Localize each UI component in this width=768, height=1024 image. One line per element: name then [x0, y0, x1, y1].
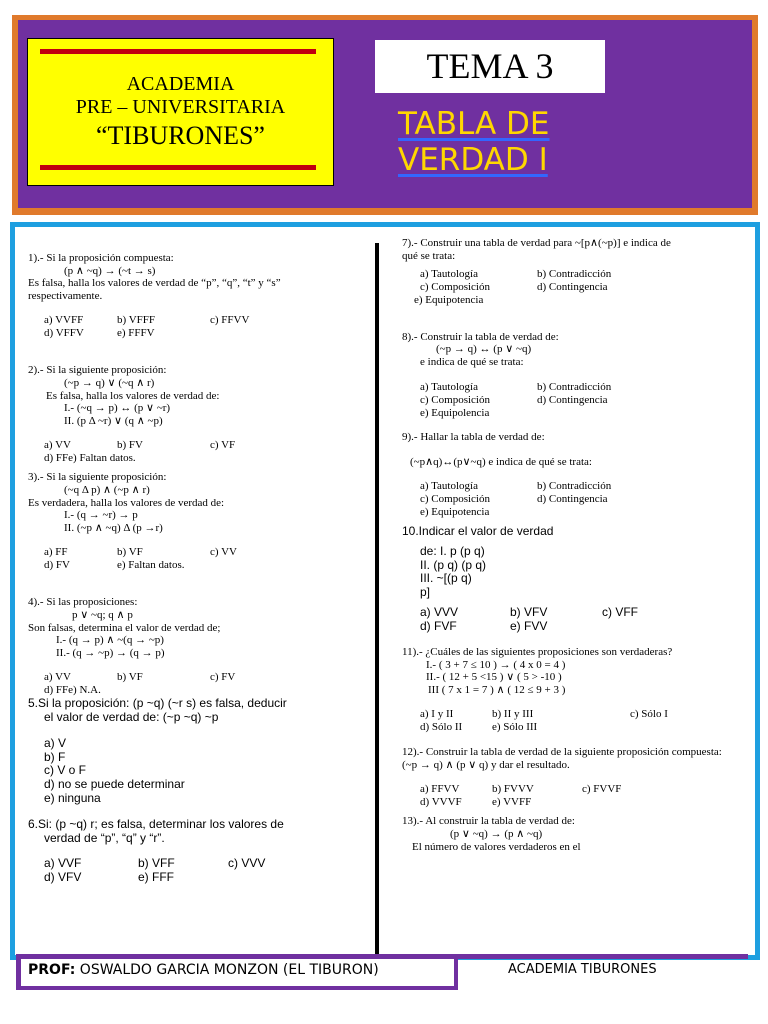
q10-option-e: e) FVV [510, 618, 548, 633]
q1-statement: 1).- Si la proposición compuesta: [28, 252, 174, 264]
q9-option-c: c) Composición [420, 493, 490, 506]
q8-option-d: d) Contingencia [537, 393, 608, 406]
q10-item-iii: III. ~[(p q) [420, 571, 472, 586]
q4-item-i: I.- (q → p) ∧ ~(q → ~p) [56, 634, 164, 647]
q8-option-c: c) Composición [420, 393, 490, 406]
q3-option-b: b) VF [117, 546, 143, 559]
q8-option-b: b) Contradicción [537, 380, 612, 393]
q9-option-d: d) Contingencia [537, 493, 608, 506]
q7-options-row2 [402, 281, 732, 294]
q8-expression: (~p → q) ↔ (p ∨ ~q) [436, 343, 532, 356]
q5-statement-2: el valor de verdad de: (~p ~q) ~p [44, 710, 219, 725]
q11-item-i: I.- ( 3 + 7 ≤ 10 ) → ( 4 x 0 = 4 ) [426, 658, 566, 671]
q5-option-c: c) V o F [44, 763, 87, 778]
q2-statement: 2).- Si la siguiente proposición: [28, 364, 167, 377]
column-divider [375, 243, 379, 955]
q9-option-a: a) Tautología [420, 480, 478, 493]
q1-option-d: d) VFFV [44, 327, 84, 340]
q10-item-i: de: I. p (p q) [420, 543, 485, 558]
q4-text: Son falsas, determina el valor de verdad de; [28, 621, 221, 634]
q12-option-a: a) FFVV [420, 783, 460, 796]
q10-item-ii: II. (p q) (p q) [420, 557, 487, 572]
q8-options-row2 [402, 394, 732, 407]
q1-option-c: c) FFVV [210, 314, 250, 327]
q8-option-a: a) Tautología [420, 380, 478, 393]
q3-option-d: d) FV [44, 559, 70, 572]
q1-text: Es falsa, halla los valores de verdad de “p”, “q”, “t” y “s” [28, 277, 281, 290]
footer-prof-name: OSWALDO GARCIA MONZON (EL TIBURON) [75, 962, 379, 978]
q4-option-a: a) VV [44, 671, 71, 684]
footer-bottom-space [0, 990, 768, 1024]
q6-statement: 6.Si: (p ~q) r; es falsa, determinar los valores de [28, 816, 284, 831]
q10-statement: 10.Indicar el valor de verdad [402, 523, 554, 538]
q10-option-c: c) VFF [602, 604, 638, 619]
q11-item-ii: II.- ( 12 + 5 <15 ) ∨ ( 5 > -10 ) [426, 671, 562, 684]
footer-academia: ACADEMIA TIBURONES [508, 962, 657, 977]
q7-option-c: c) Composición [420, 281, 490, 294]
q1-text2: respectivamente. [28, 289, 103, 302]
q9-expression: (~p∧q)↔(p∨~q) e indica de qué se trata: [410, 455, 592, 468]
q2-item-ii: II. (p Δ ~r) ∨ (q ∧ ~p) [64, 414, 163, 427]
q8-option-e: e) Equipolencia [420, 406, 490, 419]
q5-option-a: a) V [44, 735, 67, 750]
q13-text: El número de valores verdaderos en el [412, 840, 581, 853]
q5-statement: 5.Si la proposición: (p ~q) (~r s) es falsa, deducir [28, 696, 287, 711]
q6-option-a: a) VVF [44, 856, 82, 871]
q5-option-d: d) no se puede determinar [44, 777, 185, 792]
q4-expression: p ∨ ~q; q ∧ p [72, 608, 133, 621]
q2-options-row1 [28, 439, 358, 452]
q4-option-de: d) FFe) N.A. [44, 684, 101, 697]
q4-option-c: c) FV [210, 671, 236, 684]
q3-item-ii: II. (~p ∧ ~q) Δ (p →r) [64, 521, 163, 534]
title-line1: TABLA DE [398, 106, 550, 142]
q2-option-b: b) FV [117, 439, 143, 452]
q11-option-a: a) I y II [420, 708, 454, 721]
q8-options-row1 [402, 381, 732, 394]
q7-option-e: e) Equipotencia [414, 294, 484, 307]
q4-options-row2 [28, 684, 358, 697]
red-bar-top [40, 49, 316, 54]
q5-option-b: b) F [44, 749, 66, 764]
q2-option-de: d) FFe) Faltan datos. [44, 452, 136, 465]
q1-option-a: a) VVFF [44, 314, 84, 327]
q7-option-d: d) Contingencia [537, 281, 608, 294]
q6-option-b: b) VFF [138, 856, 175, 871]
q6-option-e: e) FFF [138, 870, 174, 885]
q6-option-c: c) VVV [228, 856, 266, 871]
q1-options-row1 [28, 314, 358, 327]
q13-expression: (p ∨ ~q) → (p ∧ ~q) [450, 828, 543, 841]
q6-statement-2: verdad de “p”, “q” y “r”. [44, 830, 165, 845]
q3-option-c: c) VV [210, 546, 237, 559]
q12-option-b: b) FVVV [492, 783, 534, 796]
q10-option-d: d) FVF [420, 618, 457, 633]
q8-text: e indica de qué se trata: [420, 355, 524, 368]
q7-statement-2: qué se trata: [402, 249, 456, 262]
q1-options-row2 [28, 327, 358, 340]
q9-option-b: b) Contradicción [537, 480, 612, 493]
q9-options-row1 [402, 480, 732, 493]
q4-statement: 4).- Si las proposiciones: [28, 596, 138, 609]
q2-option-a: a) VV [44, 439, 71, 452]
footer-prof [28, 962, 379, 978]
q10-option-b: b) VFV [510, 604, 548, 619]
q2-option-c: c) VF [210, 439, 236, 452]
q7-options-row1 [402, 268, 732, 281]
q1-expression: (p ∧ ~q) → (~t → s) [64, 264, 156, 277]
q10-option-a: a) VVV [420, 604, 459, 619]
q3-option-a: a) FF [44, 546, 68, 559]
q3-options-row2 [28, 559, 358, 572]
q4-option-b: b) VF [117, 671, 143, 684]
q12-options-row1 [402, 783, 732, 796]
q3-option-e: e) Faltan datos. [117, 559, 185, 572]
q11-option-b: b) II y III [492, 708, 534, 721]
q11-item-iii: III ( 7 x 1 = 7 ) ∧ ( 12 ≤ 9 + 3 ) [428, 683, 566, 696]
q6-option-d: d) VFV [44, 870, 82, 885]
q4-options-row1 [28, 671, 358, 684]
q6-options-row1 [28, 857, 358, 871]
red-bar-bottom [40, 165, 316, 170]
q3-expression: (~q Δ p) ∧ (~p ∧ r) [64, 483, 150, 496]
q3-statement: 3).- Si la siguiente proposición: [28, 471, 167, 484]
q11-options-row2 [402, 721, 732, 734]
left-column [28, 252, 358, 885]
q11-option-d: d) Sólo II [420, 721, 463, 734]
q11-statement: 11).- ¿Cuáles de las siguientes proposiciones son verdaderas? [402, 645, 673, 658]
q10-options-row2 [402, 620, 732, 634]
q10-item-iv: p] [420, 585, 431, 600]
q2-expression: (~p → q) ∨ (~q ∧ r) [64, 376, 155, 389]
q7-statement: 7).- Construir una tabla de verdad para ~[p∧(~p)] e indica de [402, 237, 671, 249]
q3-options-row1 [28, 546, 358, 559]
q3-text: Es verdadera, halla los valores de verdad de: [28, 496, 225, 509]
q9-statement: 9).- Hallar la tabla de verdad de: [402, 431, 545, 444]
title-line2: VERDAD I [398, 142, 548, 178]
q3-item-i: I.- (q → ~r) → p [64, 509, 138, 522]
q6-options-row2 [28, 871, 358, 885]
q9-options-row2 [402, 493, 732, 506]
q8-statement: 8).- Construir la tabla de verdad de: [402, 330, 559, 343]
academia-line3: “TIBURONES” [96, 121, 265, 150]
academia-line2: PRE – UNIVERSITARIA [75, 96, 286, 118]
q7-option-b: b) Contradicción [537, 268, 612, 281]
footer-prof-label: PROF: [28, 962, 76, 978]
q12-option-e: e) VVFF [492, 796, 532, 809]
q13-statement: 13).- Al construir la tabla de verdad de: [402, 815, 575, 828]
q1-option-e: e) FFFV [117, 327, 155, 340]
q10-options-row1 [402, 606, 732, 620]
q5-option-e: e) ninguna [44, 791, 101, 806]
academia-logo-box [27, 38, 334, 186]
q11-option-e: e) Sólo III [492, 721, 538, 734]
q7-option-a: a) Tautología [420, 268, 478, 281]
tema-label: TEMA 3 [426, 46, 554, 86]
q11-option-c: c) Sólo I [630, 708, 668, 721]
q11-options-row1 [402, 708, 732, 721]
academia-line1: ACADEMIA [126, 73, 235, 95]
q2-text: Es falsa, halla los valores de verdad de: [46, 389, 220, 402]
q2-item-i: I.- (~q → p) ↔ (p ∨ ~r) [64, 402, 171, 415]
q1-option-b: b) VFFF [117, 314, 156, 327]
q12-option-d: d) VVVF [420, 796, 462, 809]
q2-options-row2 [28, 452, 358, 465]
right-column [402, 237, 732, 853]
q12-options-row2 [402, 796, 732, 809]
q4-item-ii: II.- (q → ~p) → (q → p) [56, 646, 165, 659]
q9-option-e: e) Equipotencia [420, 506, 490, 519]
q12-expression: (~p → q) ∧ (p ∨ q) y dar el resultado. [402, 758, 570, 771]
q12-statement: 12).- Construir la tabla de verdad de la siguiente proposición compuesta: [402, 746, 722, 759]
q12-option-c: c) FVVF [582, 783, 622, 796]
tema-box [375, 40, 605, 93]
